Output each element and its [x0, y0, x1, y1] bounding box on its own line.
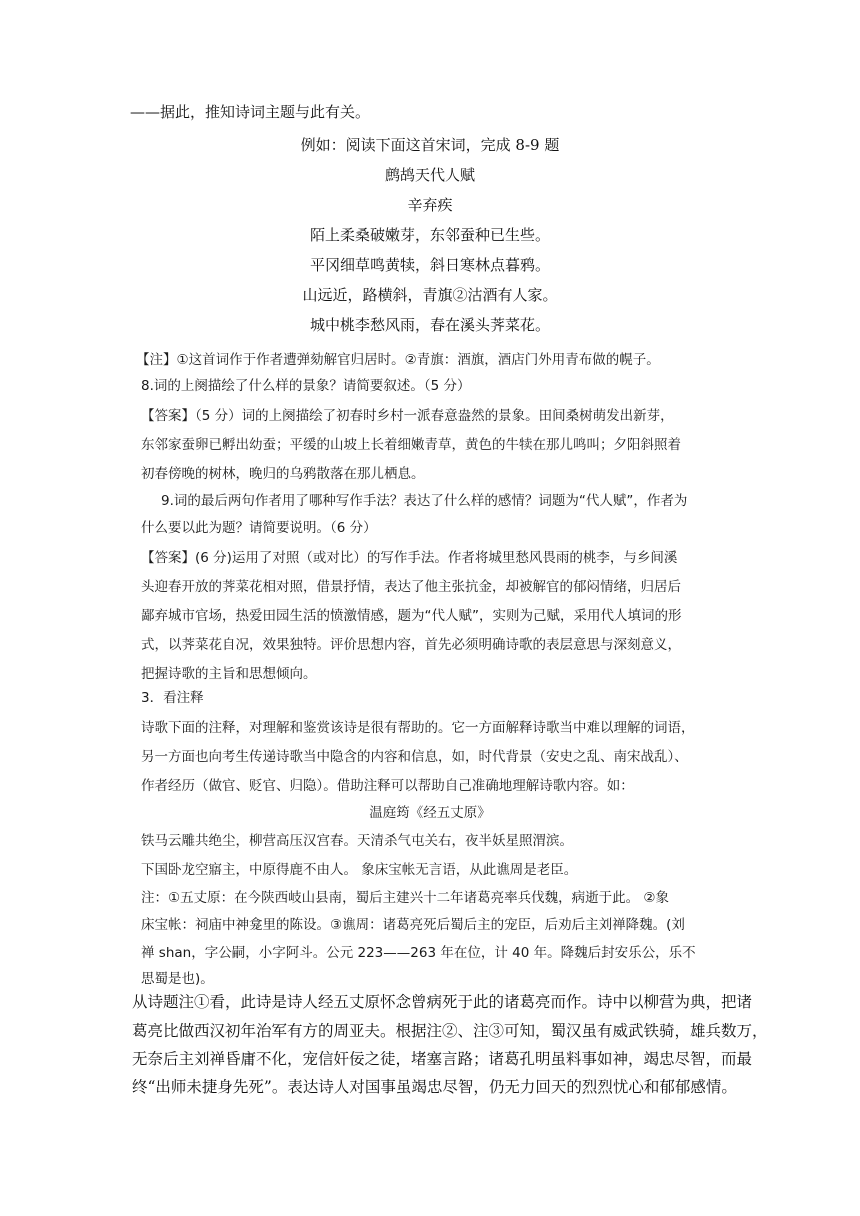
section-3-line-2: 另一方面也向考生传递诗歌当中隐含的内容和信息，如，时代背景（安史之乱、南宋战乱）、 [141, 749, 688, 765]
answer-9-line-4: 式，以荠菜花自况，效果独特。评价思想内容，首先必须明确诗歌的表层意思与深刻意义， [141, 637, 681, 653]
example-prompt: 例如：阅读下面这首宋词，完成 8-9 题 [300, 136, 560, 154]
question-8: 8.词的上阕描绘了什么样的景象？请简要叙述。（5 分） [141, 378, 471, 394]
answer-9-line-3: 鄙弃城市官场，热爱田园生活的愤激情感，题为“代人赋”，实则为己赋，采用代人填词的形 [141, 608, 682, 624]
poem-title: 鹧鸪天代人赋 [384, 166, 475, 184]
answer-9-line-2: 头迎春开放的荠菜花相对照，借景抒情，表达了他主张抗金，却被解官的郁闷情绪，归居后 [141, 579, 681, 595]
poem-verse-3: 山远近，路横斜，青旗②沽酒有人家。 [302, 286, 558, 304]
poem-verse-4: 城中桃李愁风雨，春在溪头荠菜花。 [309, 316, 550, 334]
poem-verse-1: 陌上柔桑破嫩芽，东邻蚕种已生些。 [309, 226, 550, 244]
poem-note: 【注】①这首词作于作者遭弹劾解官归居时。②青旗：酒旗，酒店门外用青布做的幌子。 [136, 352, 660, 368]
question-9-line-2: 什么要以此为题？请简要说明。（6 分） [141, 520, 377, 536]
poem-2-note-1: 注：①五丈原：在今陕西岐山县南，蜀后主建兴十二年诸葛亮率兵伐魏，病逝于此。 ②象 [141, 890, 669, 906]
analysis-line-4: 终“出师未捷身先死”。表达诗人对国事虽竭忠尽智，仍无力回天的烈烈忧心和郁郁感情。 [132, 1078, 737, 1096]
answer-9-line-5: 把握诗歌的主旨和思想倾向。 [141, 666, 317, 682]
analysis-line-2: 葛亮比做西汉初年治军有方的周亚夫。根据注②、注③可知，蜀汉虽有威武铁骑，雄兵数万， [132, 1022, 768, 1040]
question-9-line-1: 9.词的最后两句作者用了哪种写作手法？表达了什么样的感情？词题为“代人赋”，作者为 [161, 493, 688, 509]
section-3-line-1: 诗歌下面的注释，对理解和鉴赏该诗是很有帮助的。它一方面解释诗歌当中难以理解的词语， [141, 720, 695, 736]
poem-verse-2: 平冈细草鸣黄犊，斜日寒林点暮鸦。 [309, 256, 550, 274]
poem-2-title: 温庭筠《经五丈原》 [369, 805, 491, 821]
poem-2-note-2: 床宝帐：祠庙中神龛里的陈设。③谯周：诸葛亮死后蜀后主的宠臣，后劝后主刘禅降魏。(刘 [141, 917, 685, 933]
poem-2-note-3: 禅 shan，字公嗣，小字阿斗。公元 223——263 年在位，计 40 年。降魏后封安乐公，乐不 [141, 945, 696, 961]
poem-2-note-4: 思蜀是也)。 [141, 971, 214, 987]
answer-8-line-3: 初春傍晚的树林，晚归的乌鸦散落在那儿栖息。 [141, 466, 425, 482]
section-3-line-3: 作者经历（做官、贬官、归隐）。借助注释可以帮助自己准确地理解诗歌内容。如： [141, 778, 634, 794]
answer-8-line-2: 东邻家蚕卵已孵出幼蚕；平缓的山坡上长着细嫩青草，黄色的牛犊在那儿鸣叫；夕阳斜照着 [141, 437, 681, 453]
answer-8-line-1: 【答案】（5 分）词的上阕描绘了初春时乡村一派春意盎然的景象。田间桑树萌发出新芽， [141, 408, 674, 424]
poem-author: 辛弃疾 [407, 196, 453, 214]
section-3-heading: 3．看注释 [141, 690, 204, 706]
poem-2-verse-1: 铁马云雕共绝尘，柳营高压汉宫春。天清杀气屯关右，夜半妖星照渭滨。 [141, 833, 573, 849]
analysis-line-1: 从诗题注①看，此诗是诗人经五丈原怀念曾病死于此的诸葛亮而作。诗中以柳营为典，把诸 [132, 993, 753, 1011]
answer-9-line-1: 【答案】(6 分)运用了对照（或对比）的写作手法。作者将城里愁风畏雨的桃李，与乡间溪 [141, 550, 678, 566]
intro-line: ——据此，推知诗词主题与此有关。 [130, 103, 371, 121]
poem-2-verse-2: 下国卧龙空寤主，中原得鹿不由人。 象床宝帐无言语，从此谯周是老臣。 [141, 862, 578, 878]
analysis-line-3: 无奈后主刘禅昏庸不化，宠信奸佞之徒，堵塞言路；诸葛孔明虽料事如神，竭忠尽智，而最 [132, 1050, 753, 1068]
